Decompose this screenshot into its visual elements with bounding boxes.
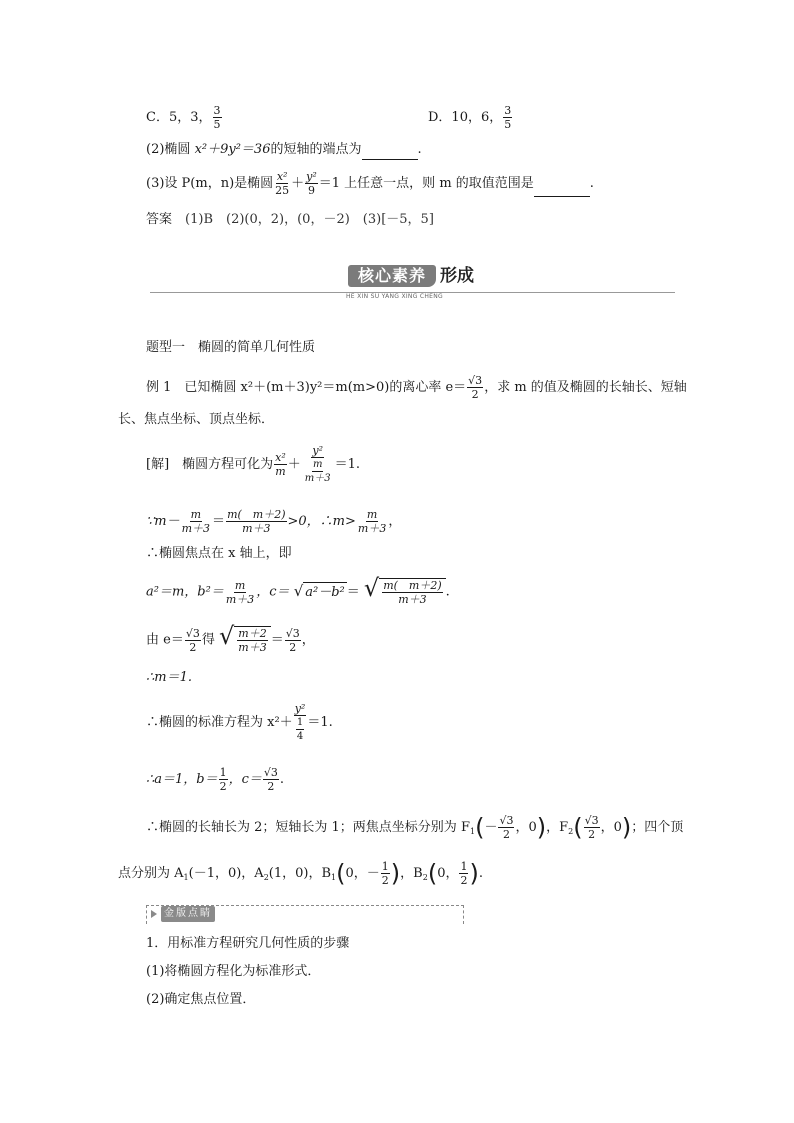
s8-fraction-2 — [263, 766, 279, 793]
s2-fraction-2 — [226, 508, 286, 535]
fraction-numerator: 3 — [504, 104, 512, 117]
solution-step-1 — [146, 444, 360, 485]
s9-fraction-1 — [498, 814, 514, 841]
fraction-numerator: √3 — [468, 374, 483, 387]
s8-text-a: ∴a＝1，b＝ — [146, 772, 218, 787]
s10-text-c: (1，0)，B — [268, 866, 332, 881]
fraction-denominator: m＋3 — [357, 522, 387, 535]
s9-end: ；四个顶 — [631, 820, 684, 835]
q2-suffix: 的短轴的端点为 — [270, 142, 362, 157]
arrow-icon — [151, 910, 157, 918]
s4-fraction-1 — [225, 579, 255, 606]
s10-text-d: ，B — [400, 866, 423, 881]
s9-fraction-2 — [584, 814, 600, 841]
s1-nested-fraction — [304, 458, 332, 485]
fraction-numerator: m( m＋2) — [383, 579, 442, 592]
s5-text-a: 由 e＝ — [146, 632, 184, 648]
answer-blank — [534, 196, 590, 197]
tip-point-1: 1．用标准方程研究几何性质的步骤 — [146, 936, 350, 951]
s7-fraction — [294, 702, 307, 743]
example-text-b: ，求 m 的值及椭圆的长轴长、短轴 — [484, 380, 687, 395]
q3-fraction-1 — [274, 170, 290, 197]
banner-tag: 核心素养 — [348, 265, 436, 287]
s10-text-a: 点分别为 A — [118, 866, 184, 881]
fraction-numerator: y² — [294, 702, 306, 715]
tip-point-2: (1)将椭圆方程化为标准形式． — [146, 964, 321, 979]
fraction-denominator: 2 — [460, 874, 468, 887]
plus-sign: ＋ — [287, 457, 301, 472]
fraction-denominator: 2 — [502, 828, 510, 841]
s7-text: ∴椭圆的标准方程为 x²＋ — [146, 715, 293, 730]
q2-prefix: (2)椭圆 — [146, 142, 195, 157]
left-paren: ( — [336, 859, 346, 888]
fraction-denominator: 9 — [307, 184, 315, 197]
s2-text-b: >0，∴m> — [287, 514, 356, 529]
option-d — [428, 104, 513, 131]
fraction-numerator: m — [312, 459, 323, 470]
answer-line — [146, 210, 434, 230]
fraction-numerator: x² — [275, 451, 286, 464]
fraction-denominator: 5 — [213, 118, 221, 131]
minus-sign: － — [484, 820, 498, 835]
question-3 — [146, 170, 594, 197]
fraction-denominator: 2 — [588, 828, 596, 841]
fraction-numerator: y² — [312, 444, 324, 457]
fraction-numerator: 1 — [381, 860, 389, 873]
right-paren: ) — [621, 813, 632, 842]
fraction-denominator: m＋3 — [304, 473, 331, 484]
sqrt-content — [234, 626, 270, 654]
fraction-numerator: m( m＋2) — [227, 508, 286, 521]
subscript: 2 — [422, 873, 428, 882]
banner-pinyin: HE XIN SU YANG XING CHENG — [346, 293, 443, 300]
s7-end: ＝1. — [307, 715, 333, 730]
s9-text-b: ，F — [546, 820, 569, 835]
subscript: 1 — [183, 873, 189, 882]
fraction-numerator: m＋2 — [238, 627, 267, 640]
fraction-denominator: m＋3 — [181, 522, 211, 535]
s5-fraction-2 — [285, 627, 301, 654]
fraction-denominator: 2 — [219, 780, 227, 793]
fraction-denominator: 25 — [275, 184, 290, 197]
fraction-numerator: 1 — [296, 717, 304, 728]
solution-step-8 — [146, 766, 284, 793]
sqrt-expression-1 — [294, 581, 347, 603]
s5-text-b: 得 — [201, 632, 215, 648]
example-line-2: 长、焦点坐标、顶点坐标． — [118, 412, 275, 427]
fraction-denominator: m＋3 — [242, 522, 271, 535]
option-c-fraction — [213, 104, 222, 131]
subscript: 1 — [469, 827, 476, 836]
left-paren: ( — [573, 813, 583, 842]
fraction-denominator: 2 — [381, 874, 389, 887]
equals-sign: ＝ — [212, 514, 226, 529]
s9-coord-2: ，0 — [600, 820, 622, 835]
answer-text: (1)B (2)(0，2)，(0，－2) (3)[－5，5] — [185, 212, 434, 227]
fraction-denominator: m — [275, 465, 286, 478]
q2-equation: x²＋9y²＝36 — [194, 142, 271, 157]
solution-step-3: ∴椭圆焦点在 x 轴上，即 — [146, 546, 292, 561]
s10-fraction-1 — [381, 860, 390, 887]
sqrt-content — [379, 578, 445, 606]
equals-sign: ＝ — [270, 632, 284, 648]
banner-title: 形成 — [440, 266, 474, 286]
subscript: 1 — [331, 873, 337, 882]
solution-step-10 — [118, 860, 483, 888]
fraction-numerator: √3 — [499, 814, 514, 827]
equals-sign: ＝ — [346, 584, 360, 600]
plus-sign: ＋ — [291, 176, 305, 191]
option-c — [146, 104, 223, 131]
fraction-numerator: 1 — [219, 766, 227, 779]
option-d-label: D．10，6， — [428, 110, 503, 125]
s4-end: . — [445, 584, 450, 600]
s2-end: ， — [388, 514, 402, 529]
s10-end: . — [478, 866, 483, 881]
answer-blank — [362, 159, 418, 160]
s5-end: ， — [301, 632, 315, 648]
s9-text-a: ∴椭圆的长轴长为 2；短轴长为 1；两焦点坐标分别为 F — [146, 820, 470, 835]
s4-text-a: a²＝m，b²＝ — [146, 584, 224, 600]
option-d-fraction — [503, 104, 512, 131]
solution-step-6: ∴m＝1. — [146, 670, 193, 685]
fraction-numerator: √3 — [285, 626, 300, 640]
subscript: 2 — [568, 827, 574, 836]
s4-text-b: ，c＝ — [256, 584, 290, 600]
fraction-numerator: y² — [306, 170, 317, 183]
s2-fraction-3 — [357, 508, 387, 535]
s9-coord-1: ，0 — [515, 820, 537, 835]
answer-label: 答案 — [146, 212, 173, 227]
fraction-denominator: 4 — [296, 731, 304, 742]
right-paren: ) — [469, 859, 479, 888]
fraction-numerator: 1 — [460, 860, 468, 873]
fraction-numerator: m — [366, 508, 378, 521]
solution-step-7 — [146, 702, 333, 743]
s8-text-b: ，c＝ — [228, 772, 262, 787]
radical-icon: √ — [219, 622, 235, 650]
q3-middle: ＝1 上任意一点，则 m 的取值范围是 — [318, 176, 534, 191]
fraction-numerator: x² — [276, 170, 288, 183]
s1-fraction-1 — [274, 451, 287, 478]
left-paren: ( — [427, 859, 438, 888]
fraction-numerator: √3 — [584, 814, 599, 827]
s2-text-a: ∵m－ — [146, 514, 180, 529]
left-paren: ( — [475, 813, 485, 842]
q3-end: . — [589, 176, 594, 191]
solution-step-5 — [146, 622, 315, 654]
s8-end: . — [279, 772, 285, 787]
fraction-numerator: m — [234, 578, 246, 592]
s5-sqrt-fraction — [237, 627, 267, 654]
sqrt-expression — [219, 622, 271, 654]
s10-coord-1: 0，－ — [345, 866, 380, 881]
fraction-denominator: 2 — [289, 640, 297, 654]
q2-end: . — [417, 142, 422, 157]
radical-icon: √ — [293, 582, 304, 600]
option-c-label: C．5，3， — [146, 110, 212, 125]
s10-fraction-2 — [459, 860, 468, 887]
question-2 — [146, 140, 422, 160]
s5-fraction-1 — [185, 627, 201, 654]
section-banner — [150, 262, 675, 298]
s8-fraction-1 — [219, 766, 228, 793]
q3-fraction-2 — [305, 170, 318, 197]
s1-fraction-2 — [302, 444, 334, 485]
fraction-denominator: m＋3 — [225, 592, 255, 606]
tip-label: 金版点睛 — [161, 906, 215, 922]
solution-step-4 — [146, 574, 450, 606]
q3-prefix: (3)设 P(m，n)是椭圆 — [146, 176, 274, 191]
fraction-denominator: 5 — [504, 118, 512, 131]
solution-step-2 — [146, 508, 401, 535]
fraction-denominator: m＋3 — [398, 593, 427, 606]
right-paren: ) — [536, 813, 547, 842]
section-title: 题型一 椭圆的简单几何性质 — [146, 340, 316, 355]
eccentricity-fraction — [467, 374, 483, 401]
fraction-numerator: √3 — [263, 766, 278, 779]
fraction-denominator: 2 — [471, 388, 479, 401]
sqrt-expression-2 — [363, 574, 446, 606]
s10-text-b: (－1，0)，A — [188, 866, 264, 881]
s1-text: [解] 椭圆方程可化为 — [146, 457, 274, 472]
fraction-numerator: √3 — [185, 626, 200, 640]
example-text-a: 例 1 已知椭圆 x²＋(m＋3)y²＝m(m>0)的离心率 e＝ — [146, 380, 467, 395]
solution-step-9 — [146, 814, 683, 842]
radical-icon: √ — [363, 574, 380, 602]
fraction-numerator: m — [190, 508, 202, 521]
tip-point-3: (2)确定焦点位置． — [146, 992, 256, 1007]
sqrt-content: a²－b² — [303, 582, 347, 603]
s1-end: ＝1. — [334, 457, 361, 472]
fraction-denominator: 2 — [267, 780, 275, 793]
fraction-denominator: m＋3 — [238, 641, 267, 654]
tip-box — [146, 905, 464, 924]
s7-nested-fraction — [296, 716, 304, 743]
s2-fraction-1 — [181, 508, 211, 535]
s10-coord-2: 0， — [437, 866, 459, 881]
example-line-1 — [146, 374, 687, 401]
fraction-denominator: 2 — [189, 640, 197, 654]
subscript: 2 — [263, 873, 269, 882]
fraction-numerator: 3 — [213, 104, 221, 117]
right-paren: ) — [390, 859, 401, 888]
s4-sqrt-fraction — [382, 579, 442, 606]
